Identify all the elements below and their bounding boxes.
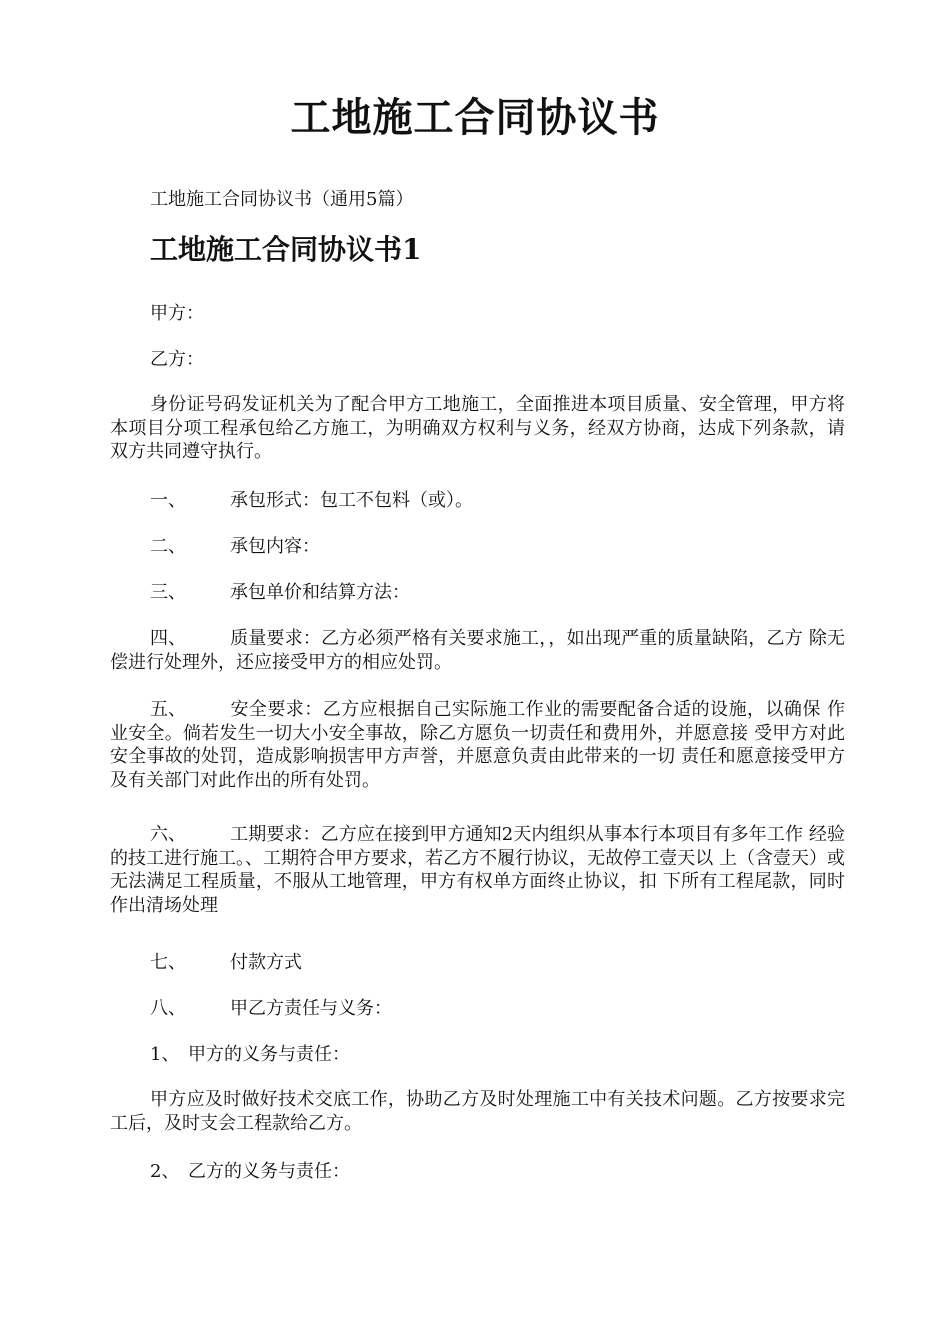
clause-text: 安全要求：乙方应根据自己实际施工作业的需要配备合适的设施，以确保 作业安全。倘若发生一切大小安全事故，除乙方愿负一切责任和费用外，并愿意接 受甲方对此安全事故的处罚，造成影响损害甲方声誉，并愿意负责由此带来的一切 责任和愿意接受甲方及有关部门对此作出的所有处罚。 bbox=[110, 699, 845, 791]
subclause-text: 甲方的义务与责任： bbox=[188, 1044, 350, 1065]
clause-1 bbox=[150, 489, 473, 513]
clause-4 bbox=[110, 627, 845, 674]
clause-7 bbox=[150, 951, 302, 975]
clause-number: 五、 bbox=[150, 699, 186, 720]
clause-6 bbox=[110, 823, 845, 917]
clause-text: 付款方式 bbox=[230, 952, 302, 973]
clause-text: 承包内容： bbox=[230, 536, 320, 557]
party-a-label: 甲方： bbox=[150, 303, 204, 324]
clause-number: 七、 bbox=[150, 952, 186, 973]
clause-number: 三、 bbox=[150, 582, 186, 603]
subclause-1-body: 甲方应及时做好技术交底工作，协助乙方及时处理施工中有关技术问题。乙方按要求完工后，及时支会工程款给乙方。 bbox=[110, 1089, 845, 1134]
document-title: 工地施工合同协议书 bbox=[290, 94, 660, 141]
clause-5 bbox=[110, 698, 845, 792]
subclause-1-heading bbox=[150, 1043, 350, 1067]
clause-text: 甲乙方责任与义务： bbox=[230, 998, 392, 1019]
clause-2 bbox=[150, 535, 320, 559]
clause-text: 质量要求：乙方必须严格有关要求施工，，如出现严重的质量缺陷，乙方 除无偿进行处理外，还应接受甲方的相应处罚。 bbox=[110, 628, 845, 673]
clause-number: 四、 bbox=[150, 628, 186, 649]
intro-paragraph: 身份证号码发证机关为了配合甲方工地施工，全面推进本项目质量、安全管理，甲方将本项目分项工程承包给乙方施工，为明确双方权利与义务，经双方协商，达成下列条款，请双方共同遵守执行。 bbox=[110, 394, 845, 462]
clause-number: 一、 bbox=[150, 490, 186, 511]
clause-text: 工期要求：乙方应在接到甲方通知2天内组织从事本行本项目有多年工作 经验的技工进行施工。、工期符合甲方要求，若乙方不履行协议，无故停工壹天以 上（含壹天）或无法满足工程质量，不服从工地管理，甲方有权单方面终止协议，扣 下所有工程尾款，同时作出清场处理 bbox=[110, 824, 845, 916]
document-subtitle: 工地施工合同协议书（通用5篇） bbox=[150, 189, 414, 210]
subclause-number: 1、 bbox=[150, 1044, 180, 1065]
clause-number: 二、 bbox=[150, 536, 186, 557]
clause-3 bbox=[150, 581, 410, 605]
clause-8 bbox=[150, 997, 392, 1021]
clause-text: 承包单价和结算方法： bbox=[230, 582, 410, 603]
section-heading: 工地施工合同协议书1 bbox=[150, 233, 422, 266]
subclause-2-heading bbox=[150, 1160, 350, 1184]
subclause-number: 2、 bbox=[150, 1161, 180, 1182]
clause-number: 八、 bbox=[150, 998, 186, 1019]
subclause-text: 乙方的义务与责任： bbox=[188, 1161, 350, 1182]
party-b-label: 乙方： bbox=[150, 349, 204, 370]
clause-text: 承包形式：包工不包料（或）。 bbox=[230, 490, 473, 511]
clause-number: 六、 bbox=[150, 824, 186, 845]
